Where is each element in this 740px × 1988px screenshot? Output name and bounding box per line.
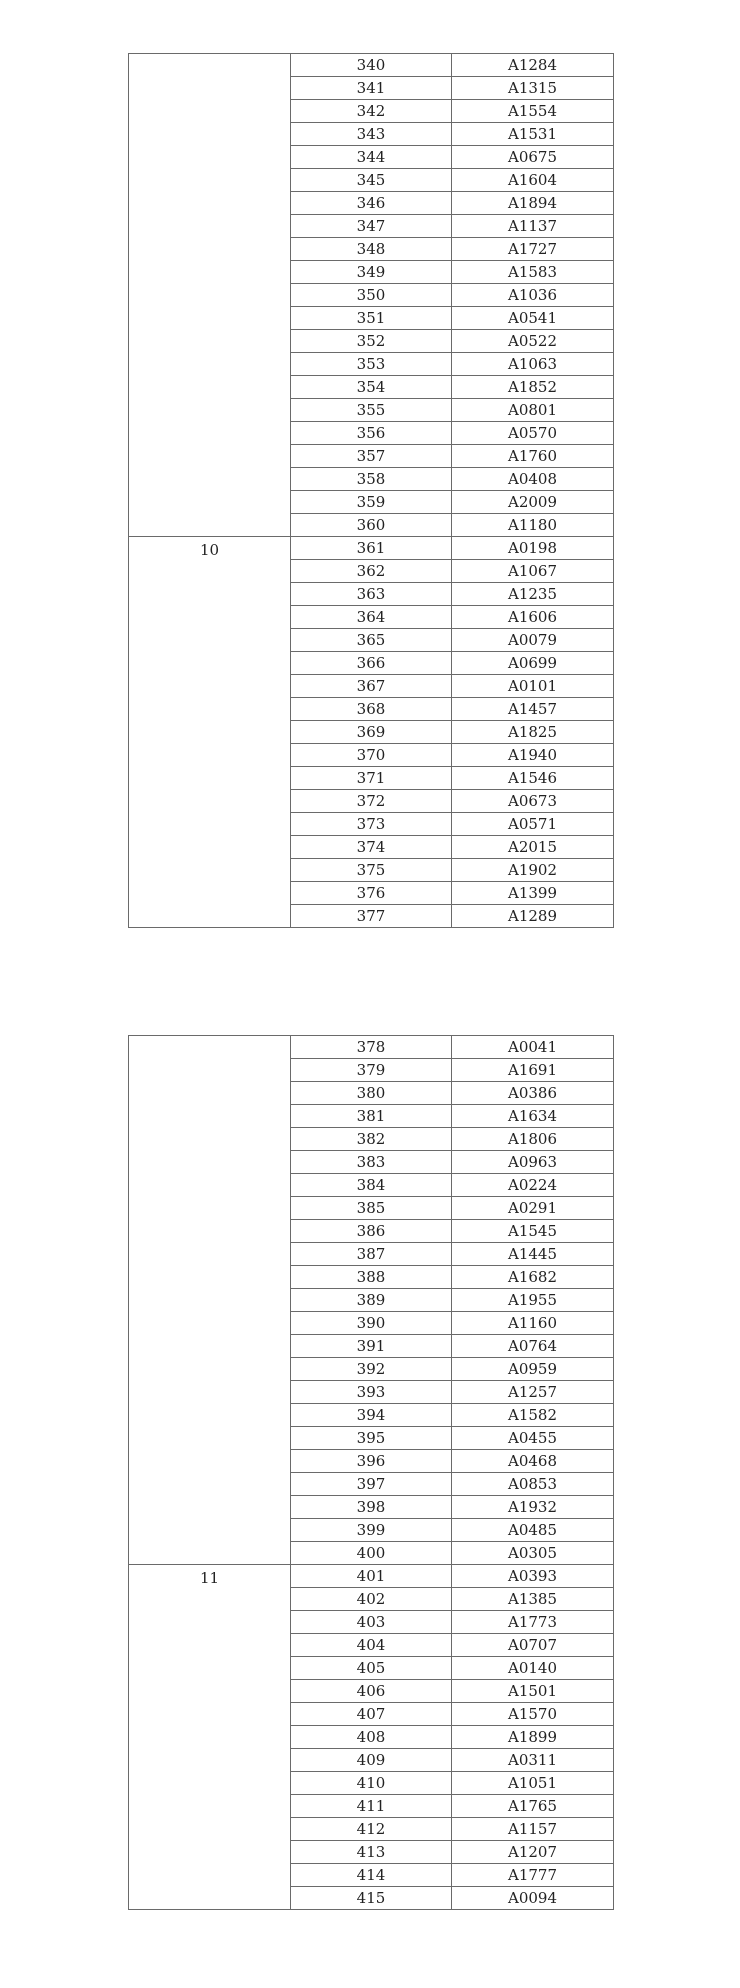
serial-number-cell: 387 xyxy=(291,1243,452,1266)
group-label-cell: 10 xyxy=(129,537,291,928)
code-cell: A1531 xyxy=(452,123,614,146)
serial-number-cell: 367 xyxy=(291,675,452,698)
serial-number-cell: 346 xyxy=(291,192,452,215)
serial-number-cell: 406 xyxy=(291,1680,452,1703)
code-cell: A1235 xyxy=(452,583,614,606)
serial-number-cell: 381 xyxy=(291,1105,452,1128)
serial-number-cell: 359 xyxy=(291,491,452,514)
code-cell: A1257 xyxy=(452,1381,614,1404)
code-cell: A1315 xyxy=(452,77,614,100)
serial-number-cell: 415 xyxy=(291,1887,452,1910)
code-cell: A0853 xyxy=(452,1473,614,1496)
serial-number-cell: 389 xyxy=(291,1289,452,1312)
serial-number-cell: 404 xyxy=(291,1634,452,1657)
serial-number-cell: 368 xyxy=(291,698,452,721)
code-cell: A1545 xyxy=(452,1220,614,1243)
serial-number-cell: 352 xyxy=(291,330,452,353)
code-cell: A2015 xyxy=(452,836,614,859)
table-row xyxy=(129,54,614,77)
table-row xyxy=(129,1565,614,1588)
code-cell: A0468 xyxy=(452,1450,614,1473)
serial-number-cell: 401 xyxy=(291,1565,452,1588)
serial-number-cell: 394 xyxy=(291,1404,452,1427)
serial-number-cell: 350 xyxy=(291,284,452,307)
code-cell: A0707 xyxy=(452,1634,614,1657)
serial-number-cell: 343 xyxy=(291,123,452,146)
data-table-1 xyxy=(128,53,614,928)
serial-number-cell: 384 xyxy=(291,1174,452,1197)
serial-number-cell: 385 xyxy=(291,1197,452,1220)
table-row xyxy=(129,537,614,560)
code-cell: A0675 xyxy=(452,146,614,169)
code-cell: A1606 xyxy=(452,606,614,629)
serial-number-cell: 392 xyxy=(291,1358,452,1381)
code-cell: A1067 xyxy=(452,560,614,583)
code-cell: A1902 xyxy=(452,859,614,882)
code-cell: A1852 xyxy=(452,376,614,399)
serial-number-cell: 377 xyxy=(291,905,452,928)
serial-number-cell: 363 xyxy=(291,583,452,606)
serial-number-cell: 348 xyxy=(291,238,452,261)
serial-number-cell: 369 xyxy=(291,721,452,744)
group-label-cell xyxy=(129,54,291,537)
code-cell: A1501 xyxy=(452,1680,614,1703)
serial-number-cell: 410 xyxy=(291,1772,452,1795)
serial-number-cell: 376 xyxy=(291,882,452,905)
code-cell: A0959 xyxy=(452,1358,614,1381)
code-cell: A0673 xyxy=(452,790,614,813)
serial-number-cell: 362 xyxy=(291,560,452,583)
code-cell: A1777 xyxy=(452,1864,614,1887)
code-cell: A1773 xyxy=(452,1611,614,1634)
code-cell: A1760 xyxy=(452,445,614,468)
serial-number-cell: 412 xyxy=(291,1818,452,1841)
code-cell: A1894 xyxy=(452,192,614,215)
serial-number-cell: 365 xyxy=(291,629,452,652)
code-cell: A1932 xyxy=(452,1496,614,1519)
code-cell: A2009 xyxy=(452,491,614,514)
serial-number-cell: 364 xyxy=(291,606,452,629)
serial-number-cell: 370 xyxy=(291,744,452,767)
serial-number-cell: 414 xyxy=(291,1864,452,1887)
serial-number-cell: 342 xyxy=(291,100,452,123)
serial-number-cell: 375 xyxy=(291,859,452,882)
code-cell: A1554 xyxy=(452,100,614,123)
code-cell: A0224 xyxy=(452,1174,614,1197)
group-label-cell: 11 xyxy=(129,1565,291,1910)
code-cell: A0101 xyxy=(452,675,614,698)
serial-number-cell: 399 xyxy=(291,1519,452,1542)
code-cell: A1180 xyxy=(452,514,614,537)
data-table-2 xyxy=(128,1035,614,1910)
code-cell: A1051 xyxy=(452,1772,614,1795)
serial-number-cell: 411 xyxy=(291,1795,452,1818)
code-cell: A1691 xyxy=(452,1059,614,1082)
code-cell: A1806 xyxy=(452,1128,614,1151)
code-cell: A1385 xyxy=(452,1588,614,1611)
code-cell: A1207 xyxy=(452,1841,614,1864)
code-cell: A1036 xyxy=(452,284,614,307)
serial-number-cell: 360 xyxy=(291,514,452,537)
table-body xyxy=(129,54,614,928)
code-cell: A0041 xyxy=(452,1036,614,1059)
serial-number-cell: 388 xyxy=(291,1266,452,1289)
serial-number-cell: 366 xyxy=(291,652,452,675)
code-cell: A0291 xyxy=(452,1197,614,1220)
code-cell: A1445 xyxy=(452,1243,614,1266)
code-cell: A1399 xyxy=(452,882,614,905)
code-cell: A1157 xyxy=(452,1818,614,1841)
serial-number-cell: 380 xyxy=(291,1082,452,1105)
serial-number-cell: 354 xyxy=(291,376,452,399)
code-cell: A0801 xyxy=(452,399,614,422)
serial-number-cell: 353 xyxy=(291,353,452,376)
serial-number-cell: 398 xyxy=(291,1496,452,1519)
serial-number-cell: 390 xyxy=(291,1312,452,1335)
serial-number-cell: 345 xyxy=(291,169,452,192)
code-cell: A1570 xyxy=(452,1703,614,1726)
serial-number-cell: 395 xyxy=(291,1427,452,1450)
code-cell: A0522 xyxy=(452,330,614,353)
serial-number-cell: 361 xyxy=(291,537,452,560)
serial-number-cell: 344 xyxy=(291,146,452,169)
code-cell: A0570 xyxy=(452,422,614,445)
code-cell: A1583 xyxy=(452,261,614,284)
serial-number-cell: 349 xyxy=(291,261,452,284)
serial-number-cell: 351 xyxy=(291,307,452,330)
code-cell: A1825 xyxy=(452,721,614,744)
serial-number-cell: 378 xyxy=(291,1036,452,1059)
serial-number-cell: 355 xyxy=(291,399,452,422)
serial-number-cell: 383 xyxy=(291,1151,452,1174)
code-cell: A1940 xyxy=(452,744,614,767)
serial-number-cell: 347 xyxy=(291,215,452,238)
code-cell: A1682 xyxy=(452,1266,614,1289)
group-label-cell xyxy=(129,1036,291,1565)
code-cell: A0963 xyxy=(452,1151,614,1174)
serial-number-cell: 397 xyxy=(291,1473,452,1496)
code-cell: A1634 xyxy=(452,1105,614,1128)
serial-number-cell: 357 xyxy=(291,445,452,468)
serial-number-cell: 391 xyxy=(291,1335,452,1358)
code-cell: A1899 xyxy=(452,1726,614,1749)
code-cell: A1727 xyxy=(452,238,614,261)
serial-number-cell: 379 xyxy=(291,1059,452,1082)
code-cell: A0393 xyxy=(452,1565,614,1588)
code-cell: A1582 xyxy=(452,1404,614,1427)
code-cell: A1289 xyxy=(452,905,614,928)
serial-number-cell: 358 xyxy=(291,468,452,491)
serial-number-cell: 409 xyxy=(291,1749,452,1772)
serial-number-cell: 382 xyxy=(291,1128,452,1151)
serial-number-cell: 356 xyxy=(291,422,452,445)
code-cell: A0541 xyxy=(452,307,614,330)
code-cell: A0764 xyxy=(452,1335,614,1358)
code-cell: A0699 xyxy=(452,652,614,675)
serial-number-cell: 340 xyxy=(291,54,452,77)
serial-number-cell: 372 xyxy=(291,790,452,813)
code-cell: A0571 xyxy=(452,813,614,836)
code-cell: A1546 xyxy=(452,767,614,790)
code-cell: A0140 xyxy=(452,1657,614,1680)
serial-number-cell: 371 xyxy=(291,767,452,790)
serial-number-cell: 396 xyxy=(291,1450,452,1473)
code-cell: A0198 xyxy=(452,537,614,560)
code-cell: A1604 xyxy=(452,169,614,192)
serial-number-cell: 400 xyxy=(291,1542,452,1565)
table-body xyxy=(129,1036,614,1910)
code-cell: A1160 xyxy=(452,1312,614,1335)
code-cell: A0079 xyxy=(452,629,614,652)
code-cell: A1063 xyxy=(452,353,614,376)
code-cell: A1955 xyxy=(452,1289,614,1312)
serial-number-cell: 402 xyxy=(291,1588,452,1611)
code-cell: A1284 xyxy=(452,54,614,77)
serial-number-cell: 408 xyxy=(291,1726,452,1749)
serial-number-cell: 373 xyxy=(291,813,452,836)
code-cell: A0408 xyxy=(452,468,614,491)
serial-number-cell: 407 xyxy=(291,1703,452,1726)
code-cell: A1457 xyxy=(452,698,614,721)
serial-number-cell: 393 xyxy=(291,1381,452,1404)
code-cell: A0305 xyxy=(452,1542,614,1565)
code-cell: A0386 xyxy=(452,1082,614,1105)
code-cell: A0455 xyxy=(452,1427,614,1450)
table-row xyxy=(129,1036,614,1059)
serial-number-cell: 405 xyxy=(291,1657,452,1680)
code-cell: A0311 xyxy=(452,1749,614,1772)
serial-number-cell: 386 xyxy=(291,1220,452,1243)
serial-number-cell: 341 xyxy=(291,77,452,100)
serial-number-cell: 403 xyxy=(291,1611,452,1634)
serial-number-cell: 413 xyxy=(291,1841,452,1864)
code-cell: A1137 xyxy=(452,215,614,238)
code-cell: A1765 xyxy=(452,1795,614,1818)
serial-number-cell: 374 xyxy=(291,836,452,859)
code-cell: A0094 xyxy=(452,1887,614,1910)
code-cell: A0485 xyxy=(452,1519,614,1542)
